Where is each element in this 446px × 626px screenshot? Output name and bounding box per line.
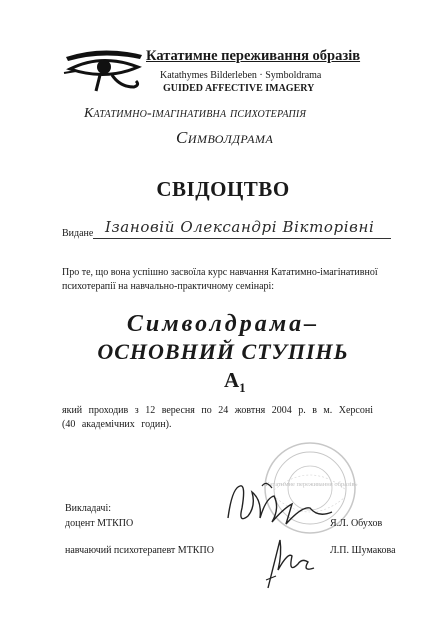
level-code [224,368,246,396]
certificate-title: СВІДОЦТВО [156,177,290,201]
eye-of-horus-logo [62,47,146,93]
level-index: 1 [239,380,246,396]
completion-statement [62,266,412,294]
seminar-hours: (40 академічних годин). [62,419,172,430]
method-subtitle: Символдрама [176,128,274,147]
signature-shumakova [258,534,318,590]
seminar-details [62,404,392,432]
org-name-de: Katathymes Bilderleben · Symboldrama [160,70,322,81]
teachers-heading: Викладачі: [65,503,112,514]
org-name-ua: Кататимне переживання образів [146,48,361,64]
recipient-name: Ізановій Олександрі Вікторівні [105,218,375,236]
completion-line-2: психотерапії на навчально-практичному семінарі: [62,281,275,292]
stamp-text: «Кататимне переживання образів» [262,481,358,488]
org-name-en: GUIDED AFFECTIVE IMAGERY [163,83,315,94]
completion-line-1: Про те, що вона успішно засвоїла курс навчання Кататимно-імагінативної [62,267,378,278]
method-title: Кататимно-імагінативна психотерапія [84,106,307,121]
teacher-2-role: навчаючий психотерапевт МТКПО [65,545,214,556]
course-name: Символдрама– [126,311,320,337]
seminar-dates: який проходив з 12 вересня по 24 жовтня 2004 р. в м. Херсоні [62,405,373,416]
issued-label: Видане [62,228,94,239]
course-level-name: ОСНОВНИЙ СТУПІНЬ [97,339,349,364]
teacher-1-name: Я.Л. Обухов [330,518,383,529]
level-letter: A [224,368,240,392]
teacher-2-name: Л.П. Шумакова [330,545,396,556]
teacher-1-role: доцент МТКПО [65,518,134,529]
signature-obukhov [222,478,342,528]
issued-underline [93,238,391,239]
